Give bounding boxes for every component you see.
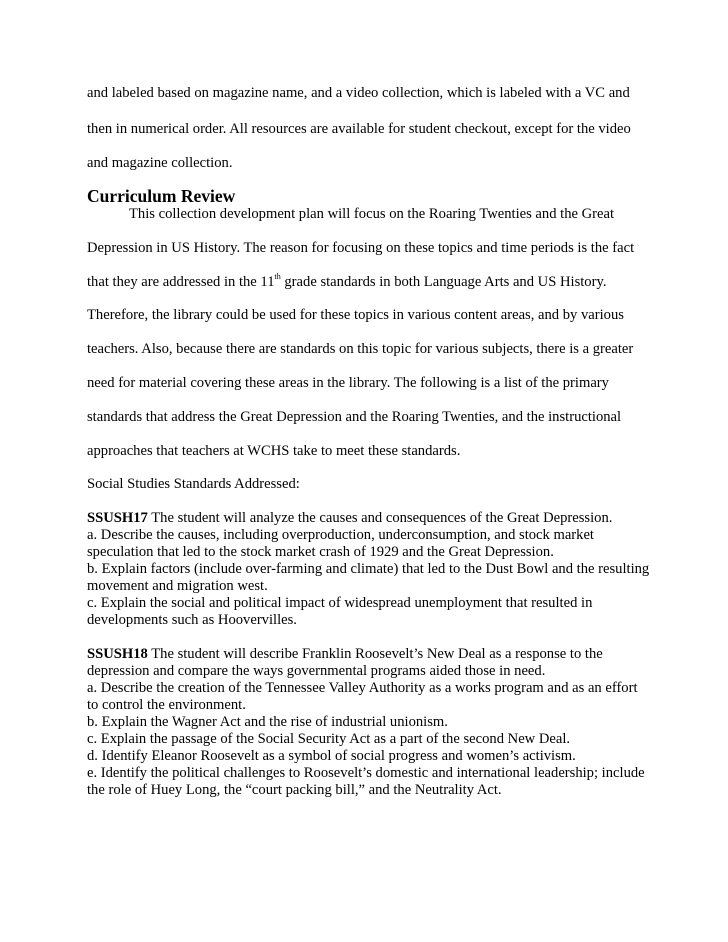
ssush17-title — [87, 510, 612, 527]
section-heading-curriculum-review: Curriculum Review — [87, 186, 236, 206]
curriculum-line-3-start: that they are addressed in the 11 — [87, 274, 275, 290]
ssush18-line-4: b. Explain the Wagner Act and the rise of industrial unionism. — [87, 714, 448, 730]
curriculum-line-3-end: grade standards in both Language Arts and US History. — [280, 274, 607, 290]
intro-line-2: then in numerical order. All resources are available for student checkout, except for the video — [87, 121, 631, 137]
ssush18-line-2: a. Describe the creation of the Tennessee Valley Authority as a works program and as an effort — [87, 680, 638, 696]
curriculum-line-2: Depression in US History. The reason for focusing on these topics and time periods is the fact — [87, 240, 635, 256]
ssush17-line-4: movement and migration west. — [87, 578, 268, 594]
standards-label: Social Studies Standards Addressed: — [87, 476, 300, 492]
ordinal-suffix: th — [274, 272, 281, 282]
curriculum-line-6: need for material covering these areas in the library. The following is a list of the primary — [87, 375, 609, 391]
ssush17-code: SSUSH17 — [87, 510, 148, 526]
ssush18-line-1: depression and compare the ways governmental programs aided those in need. — [87, 663, 546, 679]
intro-line-1: and labeled based on magazine name, and a video collection, which is labeled with a VC and — [87, 85, 630, 101]
curriculum-line-7: standards that address the Great Depression and the Roaring Twenties, and the instructional — [87, 409, 622, 425]
ssush17-title-text: The student will analyze the causes and consequences of the Great Depression. — [147, 510, 613, 526]
curriculum-line-4: Therefore, the library could be used for these topics in various content areas, and by various — [87, 307, 624, 323]
ssush17-line-3: b. Explain factors (include over-farming and climate) that led to the Dust Bowl and the resulting — [87, 561, 650, 577]
ssush17-line-5: c. Explain the social and political impact of widespread unemployment that resulted in — [87, 595, 593, 611]
curriculum-line-8: approaches that teachers at WCHS take to meet these standards. — [87, 443, 461, 459]
ssush18-title — [87, 646, 603, 663]
ssush18-line-6: d. Identify Eleanor Roosevelt as a symbol of social progress and women’s activism. — [87, 748, 576, 764]
ssush18-line-5: c. Explain the passage of the Social Security Act as a part of the second New Deal. — [87, 731, 571, 747]
curriculum-line-3 — [87, 274, 606, 291]
intro-line-3: and magazine collection. — [87, 155, 233, 171]
ssush18-line-3: to control the environment. — [87, 697, 246, 713]
curriculum-line-5: teachers. Also, because there are standards on this topic for various subjects, there is a greater — [87, 341, 634, 357]
ssush18-code: SSUSH18 — [87, 646, 148, 662]
ssush17-line-2: speculation that led to the stock market crash of 1929 and the Great Depression. — [87, 544, 554, 560]
ssush17-line-6: developments such as Hoovervilles. — [87, 612, 297, 628]
curriculum-line-1: This collection development plan will focus on the Roaring Twenties and the Great — [129, 206, 615, 222]
ssush18-title-text: The student will describe Franklin Roosevelt’s New Deal as a response to the — [147, 646, 603, 662]
ssush17-line-1: a. Describe the causes, including overproduction, underconsumption, and stock market — [87, 527, 594, 543]
ssush18-line-8: the role of Huey Long, the “court packing bill,” and the Neutrality Act. — [87, 782, 502, 798]
ssush18-line-7: e. Identify the political challenges to Roosevelt’s domestic and international leadership; include — [87, 765, 645, 781]
